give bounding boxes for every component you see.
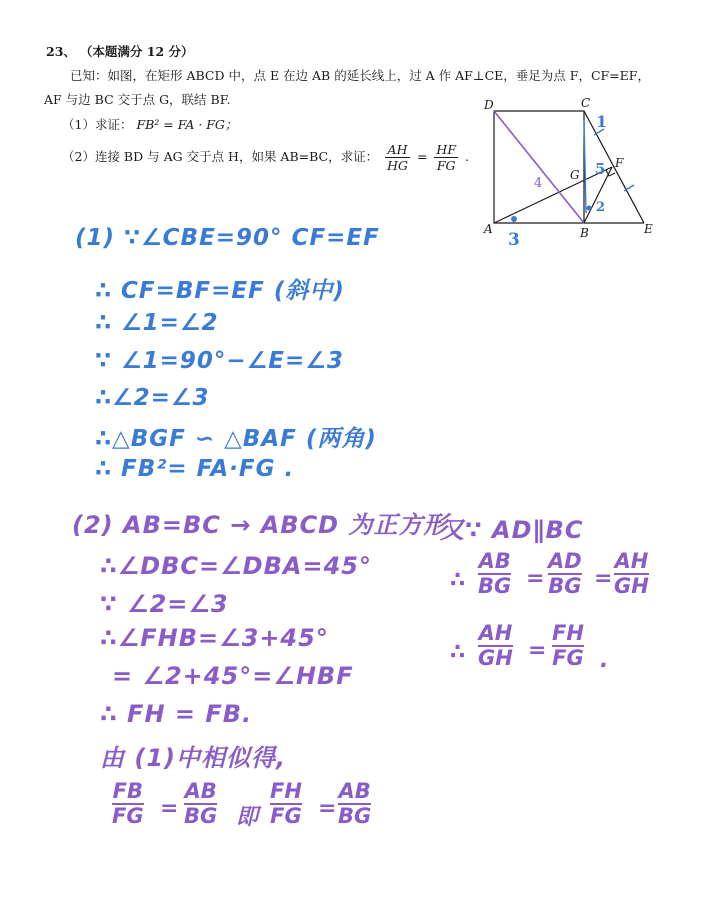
hw-connector: 即: [236, 805, 259, 830]
segment-bd: [494, 111, 584, 223]
hw-right-line-1: 又∵ AD∥BC: [440, 516, 584, 544]
hw-right-eq-b: =: [594, 566, 613, 591]
hw-right-eq-c: =: [528, 638, 547, 663]
annotation-1: 1: [596, 112, 608, 131]
hw-p2-line-7: 由 (1)中相似得,: [100, 744, 287, 772]
label-d: D: [484, 98, 494, 112]
hw-right-frac-ab-bg: AB BG: [478, 549, 512, 599]
hw-right-frac-ah-gh: AH GH: [614, 549, 649, 599]
hw-p2-line-2: ∴∠DBC=∠DBA=45°: [100, 552, 372, 580]
question-header: [46, 44, 194, 59]
hw-p2-line-6: ∴ FH = FB.: [100, 700, 253, 728]
hw-frac-fb-fg: FB FG: [112, 779, 144, 829]
hw-p1-line-1: (1) ∵∠CBE=90° CF=EF: [75, 225, 380, 251]
label-f: F: [615, 156, 624, 170]
geometry-figure: [478, 95, 668, 245]
hw-p1-line-2: ∴ CF=BF=EF (斜中): [95, 278, 345, 304]
part-1-prompt: [62, 117, 237, 132]
hw-p2-line-4: ∴∠FHB=∠3+45°: [100, 624, 329, 652]
hw-p1-line-3: ∴ ∠1=∠2: [95, 310, 219, 336]
hw-p1-line-6: ∴△BGF ∽ △BAF (两角): [95, 426, 377, 452]
annotation-3: 3: [508, 230, 520, 245]
hw-right-frac-fh-fg: FH FG: [552, 621, 584, 671]
label-e: E: [644, 222, 653, 236]
annotation-2: 2: [596, 200, 606, 215]
hw-eq-2: =: [318, 796, 337, 821]
label-c: C: [581, 96, 591, 110]
part-1-formula: FB² = FA · FG；: [136, 117, 238, 132]
hw-right-eq-a: =: [526, 566, 545, 591]
part-2-frac-left: $\frac{AH}{HG}$: [387, 142, 408, 173]
hw-p2-line-1: (2) AB=BC → ABCD 为正方形: [72, 511, 449, 539]
angle-3-dot: [511, 216, 517, 222]
hw-eq-1: =: [160, 796, 179, 821]
hw-frac-ab-bg-2: AB BG: [338, 779, 372, 829]
part-1-label: （1）求证：: [62, 117, 133, 132]
hw-frac-ab-bg-1: AB BG: [184, 779, 218, 829]
angle-2-dot: [587, 206, 592, 211]
annotation-5: 5: [595, 160, 606, 178]
hw-p2-line-3: ∵ ∠2=∠3: [100, 590, 229, 618]
hw-right-frac-ad-bg: AD BG: [548, 549, 582, 599]
label-b: B: [580, 226, 589, 240]
question-number: 23、: [46, 44, 76, 59]
hw-right-frac-ah-gh-2: AH GH: [478, 621, 513, 671]
hw-p1-line-7: ∴ FB²= FA·FG .: [95, 456, 295, 482]
given-line-2: AF 与边 BC 交于点 G，联结 BF.: [44, 92, 231, 107]
hw-p2-line-5: = ∠2+45°=∠HBF: [112, 662, 354, 690]
hw-right-end: .: [600, 648, 609, 673]
label-a: A: [484, 222, 493, 236]
part-2-prompt: [62, 142, 469, 173]
part-2-end: .: [464, 149, 469, 164]
part-2-label: （2）连接 BD 与 AG 交于点 H，如果 AB=BC，求证：: [62, 149, 379, 164]
hw-right-therefore-2: ∴: [450, 640, 466, 665]
part-2-frac-right: $\frac{HF}{FG}$: [436, 142, 456, 173]
label-h-mark: 4: [534, 176, 543, 191]
hw-p1-line-4: ∵ ∠1=90°−∠E=∠3: [95, 348, 344, 374]
label-g: G: [570, 168, 580, 182]
given-line-1: 已知：如图，在矩形 ABCD 中，点 E 在边 AB 的延长线上，过 A 作 AF⊥CE，垂足为点 F，CF=EF，: [70, 68, 650, 83]
question-score: （本题满分 12 分）: [79, 44, 194, 59]
hw-right-therefore-1: ∴: [450, 568, 466, 593]
hw-p1-line-5: ∴∠2=∠3: [95, 385, 210, 411]
hw-frac-fh-fg: FH FG: [270, 779, 302, 829]
part-2-eq: =: [416, 149, 428, 164]
